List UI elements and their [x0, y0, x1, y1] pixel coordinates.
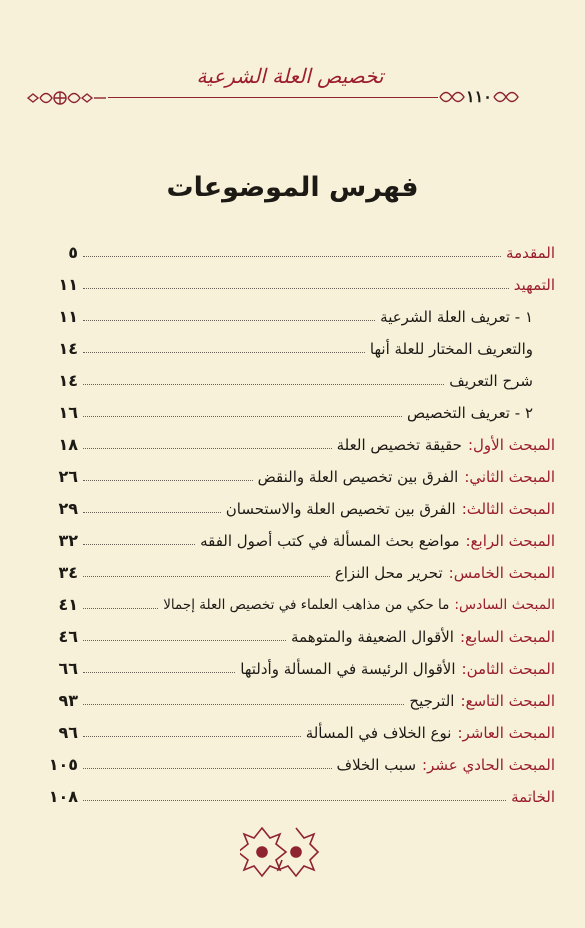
- toc-page: ١٠٥: [48, 755, 78, 774]
- toc-row: [30, 524, 555, 550]
- toc-page: ١٤: [58, 339, 78, 358]
- toc-text: شرح التعريف: [449, 372, 533, 390]
- ornament-right-end-icon: [492, 86, 520, 108]
- page-number: ١١٠: [466, 87, 492, 106]
- toc-page: ٣٢: [58, 531, 78, 550]
- toc-page: ١٠٨: [48, 787, 78, 806]
- toc-text: نوع الخلاف في المسألة: [305, 724, 452, 742]
- page-header: [0, 52, 585, 122]
- toc-label: التمهيد: [513, 276, 555, 294]
- dot-leader: [83, 448, 332, 449]
- toc-label: الخاتمة: [511, 788, 555, 806]
- dot-leader: [83, 640, 286, 641]
- dot-leader: [83, 352, 365, 353]
- footer-ornament-icon: [240, 822, 320, 884]
- toc-row: [30, 652, 555, 678]
- toc-page: ١١: [58, 275, 78, 294]
- toc-text: حقيقة تخصيص العلة: [336, 436, 462, 454]
- toc-page: ٤٦: [58, 627, 78, 646]
- toc-row: [30, 428, 555, 454]
- toc-row: [30, 556, 555, 582]
- toc-page: ٢٦: [58, 467, 78, 486]
- toc-page: ١٦: [58, 403, 78, 422]
- toc-label: المبحث العاشر:: [457, 724, 555, 742]
- toc-row: [30, 748, 555, 774]
- toc-page: ٥: [68, 243, 78, 262]
- dot-leader: [83, 512, 221, 513]
- toc-row: [30, 780, 555, 806]
- ornament-left-icon: [24, 85, 108, 111]
- toc-page: ١٤: [58, 371, 78, 390]
- toc-row: [30, 268, 555, 294]
- toc-page: ٩٣: [58, 691, 78, 710]
- toc-page: ١١: [58, 307, 78, 326]
- dot-leader: [83, 672, 235, 673]
- dot-leader: [83, 608, 158, 609]
- toc-page: ٣٤: [58, 563, 78, 582]
- toc-row: [30, 620, 555, 646]
- toc-row: [30, 492, 555, 518]
- toc-row: [30, 300, 555, 326]
- toc-row: [30, 716, 555, 742]
- toc-text: الفرق بين تخصيص العلة والاستحسان: [225, 500, 456, 518]
- toc-label: المبحث الثاني:: [464, 468, 555, 486]
- toc-row: [30, 396, 555, 422]
- toc-label: المبحث الثامن:: [461, 660, 555, 678]
- toc-label: المبحث الثالث:: [461, 500, 555, 518]
- header-rule: [108, 97, 438, 98]
- dot-leader: [83, 256, 501, 257]
- toc-page: ١٨: [58, 435, 78, 454]
- toc-label: المبحث الحادي عشر:: [422, 756, 555, 774]
- toc-row: [30, 460, 555, 486]
- toc-text: الأقوال الضعيفة والمتوهمة: [291, 628, 454, 646]
- toc-label: المقدمة: [506, 244, 555, 262]
- toc-text: والتعريف المختار للعلة أنها: [369, 340, 533, 358]
- toc-text: تحرير محل النزاع: [334, 564, 443, 582]
- dot-leader: [83, 320, 375, 321]
- ornament-right-icon: [438, 86, 466, 108]
- dot-leader: [83, 288, 509, 289]
- toc-row: [30, 364, 555, 390]
- toc-page: ٢٩: [58, 499, 78, 518]
- dot-leader: [83, 800, 506, 801]
- toc-row: [30, 236, 555, 262]
- toc-text: ١ - تعريف العلة الشرعية: [380, 308, 533, 326]
- toc-label: المبحث الأول:: [467, 436, 555, 454]
- dot-leader: [83, 704, 404, 705]
- toc-label: المبحث السابع:: [459, 628, 555, 646]
- toc-text: ٢ - تعريف التخصيص: [406, 404, 533, 422]
- toc-row: [30, 588, 555, 614]
- toc-text: الأقوال الرئيسة في المسألة وأدلتها: [240, 660, 456, 678]
- toc-text: سبب الخلاف: [336, 756, 417, 774]
- toc-label: المبحث السادس:: [454, 597, 555, 613]
- running-title: تخصيص العلة الشرعية: [196, 64, 384, 88]
- dot-leader: [83, 768, 332, 769]
- page-title: فهرس الموضوعات: [166, 172, 419, 203]
- toc-text: الفرق بين تخصيص العلة والنقض: [257, 468, 459, 486]
- dot-leader: [83, 544, 195, 545]
- toc-row: [30, 332, 555, 358]
- toc-row: [30, 684, 555, 710]
- dot-leader: [83, 416, 402, 417]
- toc-label: المبحث التاسع:: [460, 692, 555, 710]
- dot-leader: [83, 384, 444, 385]
- dot-leader: [83, 480, 253, 481]
- toc-page: ٩٦: [58, 723, 78, 742]
- toc-label: المبحث الخامس:: [448, 564, 555, 582]
- toc-text: الترجيح: [409, 692, 455, 710]
- toc-page: ٤١: [58, 595, 78, 614]
- toc-page: ٦٦: [58, 659, 78, 678]
- toc-text: مواضع بحث المسألة في كتب أصول الفقه: [200, 532, 460, 550]
- dot-leader: [83, 576, 330, 577]
- toc-label: المبحث الرابع:: [465, 532, 555, 550]
- dot-leader: [83, 736, 301, 737]
- toc-text: ما حكي من مذاهب العلماء في تخصيص العلة إجمالا: [163, 597, 450, 613]
